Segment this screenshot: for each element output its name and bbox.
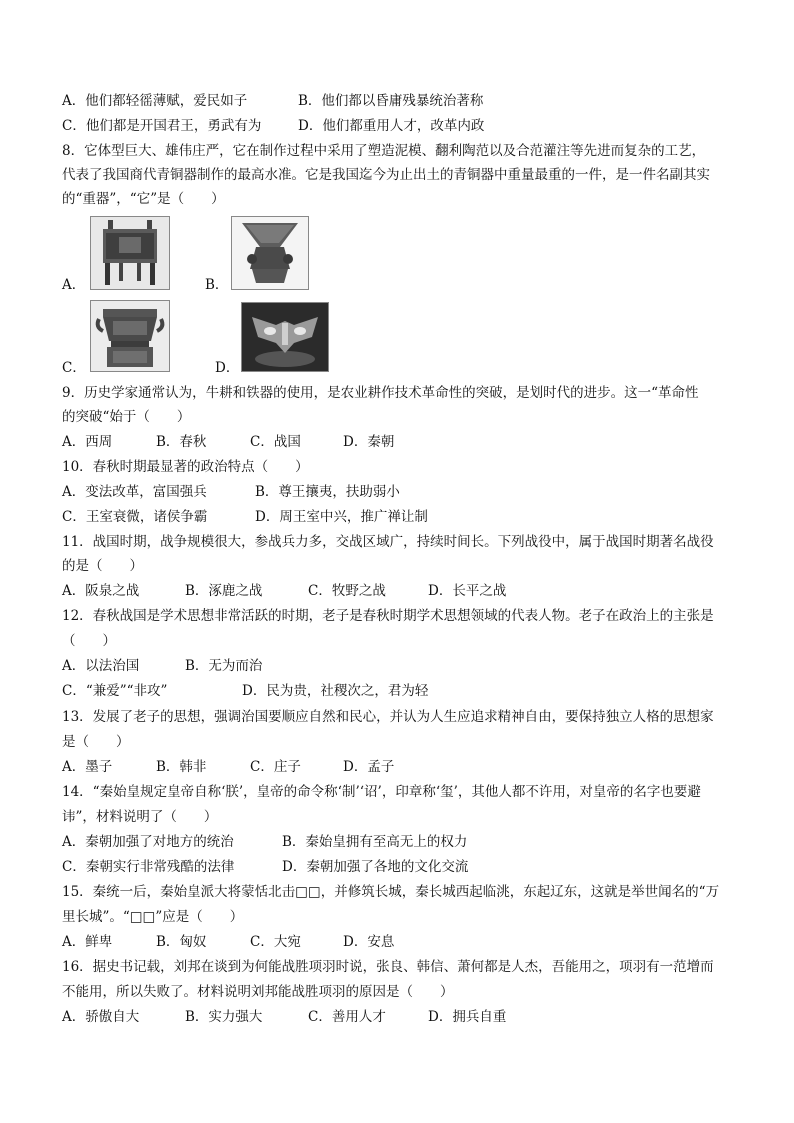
q13-stem-line2: 是（ ） <box>62 734 130 750</box>
bronze-mask-icon <box>241 302 329 372</box>
q14-option-d: D．秦朝加强了各地的文化交流 <box>282 859 469 875</box>
q10-option-b: B．尊王攘夷，扶助弱小 <box>255 484 400 500</box>
q11-stem-line1: 11．战国时期，战争规模很大，参战兵力多，交战区域广，持续时间长。下列战役中，属于战国时期著名战役 <box>62 534 714 550</box>
q9-stem-line1: 9．历史学家通常认为，牛耕和铁器的使用，是农业耕作技术革命性的突破，是划时代的进步。这一“革命性 <box>62 385 699 401</box>
q11-option-c: C．牧野之战 <box>308 583 386 599</box>
q15-option-d: D．安息 <box>343 934 395 950</box>
q12-stem-line2: （ ） <box>62 633 116 649</box>
q14-stem-line1: 14．“秦始皇规定皇帝自称‘朕’，皇帝的命令称‘制’‘诏’，印章称‘玺’，其他人都不许用，对皇帝的名字也要避 <box>62 784 701 800</box>
q11-stem-line2: 的是（ ） <box>62 558 143 574</box>
q13-option-c: C．庄子 <box>250 759 301 775</box>
q13-option-b: B．韩非 <box>156 759 207 775</box>
q10-option-c: C．王室衰微，诸侯争霸 <box>62 509 208 525</box>
q8-option-c-label: C． <box>62 360 86 376</box>
q13-option-d: D．孟子 <box>343 759 395 775</box>
q9-option-d: D．秦朝 <box>343 434 395 450</box>
q12-option-a: A．以法治国 <box>62 658 140 674</box>
q10-option-d: D．周王室中兴，推广禅让制 <box>255 509 428 525</box>
q16-option-b: B．实力强大 <box>185 1009 263 1025</box>
q12-option-d: D．民为贵，社稷次之，君为轻 <box>242 683 429 699</box>
q12-stem-line1: 12．春秋战国是学术思想非常活跃的时期，老子是春秋时期学术思想领域的代表人物。老子在政治上的主张是 <box>62 608 714 624</box>
q8-option-a-label: A． <box>62 277 86 293</box>
q11-option-d: D．长平之战 <box>428 583 507 599</box>
q10-option-a: A．变法改革，富国强兵 <box>62 484 207 500</box>
q12-option-c: C．“兼爱”“非攻” <box>62 683 168 699</box>
q15-option-a: A．鲜卑 <box>62 934 113 950</box>
q11-option-b: B．涿鹿之战 <box>185 583 263 599</box>
q15-option-c: C．大宛 <box>250 934 301 950</box>
q15-stem-line2: 里长城”。“□□”应是（ ） <box>62 909 244 925</box>
q16-option-d: D．拥兵自重 <box>428 1009 507 1025</box>
q8-option-b-label: B． <box>205 277 229 293</box>
q15-option-b: B．匈奴 <box>156 934 207 950</box>
q8-option-d-label: D． <box>215 360 240 376</box>
q7-option-b: B．他们都以昏庸残暴统治著称 <box>298 93 484 109</box>
q7-option-c: C．他们都是开国君王，勇武有为 <box>62 118 262 134</box>
q16-option-c: C．善用人才 <box>308 1009 386 1025</box>
q14-stem-line2: 讳”，材料说明了（ ） <box>62 809 218 825</box>
q13-option-a: A．墨子 <box>62 759 113 775</box>
q7-option-a: A．他们都轻徭薄赋，爱民如子 <box>62 93 248 109</box>
q16-option-a: A．骄傲自大 <box>62 1009 140 1025</box>
q9-stem-line2: 的突破“始于（ ） <box>62 409 191 425</box>
q16-stem-line1: 16．据史书记载，刘邦在谈到为何能战胜项羽时说，张良、韩信、萧何都是人杰，吾能用之，项羽有一范增而 <box>62 959 714 975</box>
q15-stem-line1: 15．秦统一后，秦始皇派大将蒙恬北击□□，并修筑长城，秦长城西起临洮，东起辽东，这就是举世闻名的“万 <box>62 884 720 900</box>
q11-option-a: A．阪泉之战 <box>62 583 140 599</box>
q14-option-b: B．秦始皇拥有至高无上的权力 <box>282 834 468 850</box>
q9-option-c: C．战国 <box>250 434 301 450</box>
q8-stem-line3: 的“重器”，“它”是（ ） <box>62 191 225 207</box>
q12-option-b: B．无为而治 <box>185 658 263 674</box>
bronze-gui-icon <box>90 300 170 372</box>
bronze-zun-icon <box>231 216 309 290</box>
q9-option-b: B．春秋 <box>156 434 207 450</box>
q8-stem-line1: 8．它体型巨大、雄伟庄严，它在制作过程中采用了塑造泥模、翻利陶范以及合范灌注等先进而复杂的工艺， <box>62 143 706 159</box>
q9-option-a: A．西周 <box>62 434 113 450</box>
q13-stem-line1: 13．发展了老子的思想，强调治国要顺应自然和民心，并认为人生应追求精神自由，要保持独立人格的思想家 <box>62 709 714 725</box>
q14-option-c: C．秦朝实行非常残酷的法律 <box>62 859 235 875</box>
q14-option-a: A．秦朝加强了对地方的统治 <box>62 834 234 850</box>
q8-stem-line2: 代表了我国商代青铜器制作的最高水准。它是我国迄今为止出土的青铜器中重量最重的一件，是一件名副其实 <box>62 167 710 183</box>
q10-stem: 10．春秋时期最显著的政治特点（ ） <box>62 459 309 475</box>
q7-option-d: D．他们都重用人才，改革内政 <box>298 118 485 134</box>
q16-stem-line2: 不能用，所以失败了。材料说明刘邦能战胜项羽的原因是（ ） <box>62 984 454 1000</box>
bronze-ding-icon <box>90 216 170 290</box>
